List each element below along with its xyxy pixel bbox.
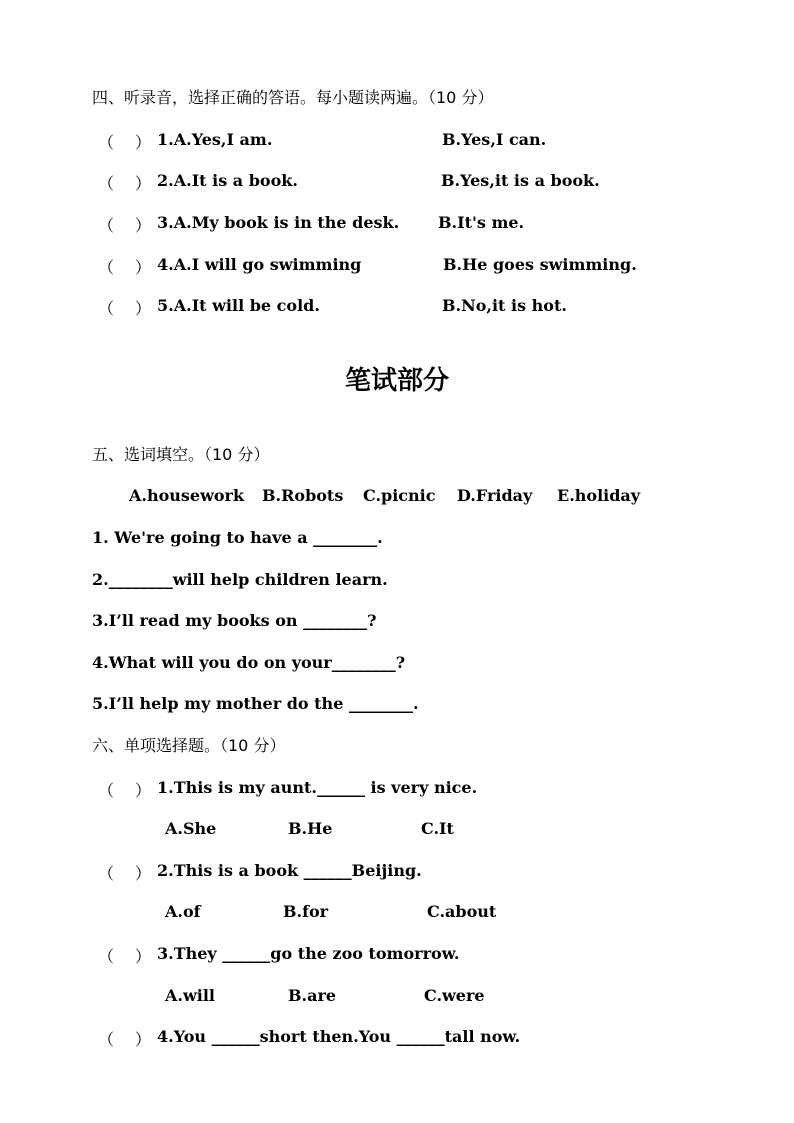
option-b: B.Yes,it is a book. xyxy=(441,171,600,190)
answer-paren-left: （ xyxy=(98,864,115,883)
answer-paren-left: （ xyxy=(98,174,115,193)
mc-option: C.were xyxy=(424,986,485,1005)
question-text: 3.They ______go the zoo tomorrow. xyxy=(157,944,460,963)
option-a: 2.A.It is a book. xyxy=(157,171,298,190)
fill-sentence-2: 2.________will help children learn. xyxy=(92,570,388,589)
mc-option: B.for xyxy=(283,902,329,921)
mc-option: B.He xyxy=(288,819,333,838)
mc-option: B.are xyxy=(288,986,337,1005)
question-text: 4.You ______short then.You ______tall now. xyxy=(157,1027,521,1046)
mc-option: A.She xyxy=(165,819,217,838)
section-4-heading: 四、听录音，选择正确的答语。每小题读两遍。（10 分） xyxy=(92,88,494,107)
option-a: 5.A.It will be cold. xyxy=(157,296,320,315)
answer-paren-left: （ xyxy=(98,216,115,235)
answer-paren-right: ） xyxy=(135,216,152,235)
answer-paren-right: ） xyxy=(135,1030,152,1049)
answer-paren-left: （ xyxy=(98,1030,115,1049)
question-text: 1.This is my aunt.______ is very nice. xyxy=(157,778,478,797)
fill-sentence-1: 1. We're going to have a ________. xyxy=(92,528,383,547)
word-option: C.picnic xyxy=(363,486,436,505)
answer-paren-right: ） xyxy=(135,947,152,966)
section-5-heading: 五、选词填空。（10 分） xyxy=(92,445,270,464)
word-option: B.Robots xyxy=(262,486,344,505)
answer-paren-left: （ xyxy=(98,781,115,800)
answer-paren-left: （ xyxy=(98,947,115,966)
fill-sentence-5: 5.I’ll help my mother do the ________. xyxy=(92,694,419,713)
answer-paren-right: ） xyxy=(135,299,152,318)
answer-paren-right: ） xyxy=(135,781,152,800)
option-b: B.Yes,I can. xyxy=(442,130,547,149)
answer-paren-right: ） xyxy=(135,174,152,193)
answer-paren-left: （ xyxy=(98,133,115,152)
mc-option: A.of xyxy=(165,902,201,921)
answer-paren-right: ） xyxy=(135,133,152,152)
word-option: D.Friday xyxy=(457,486,533,505)
option-b: B.No,it is hot. xyxy=(442,296,567,315)
answer-paren-left: （ xyxy=(98,258,115,277)
written-part-title: 笔试部分 xyxy=(344,366,449,396)
word-option: A.housework xyxy=(129,486,245,505)
word-option: E.holiday xyxy=(557,486,641,505)
option-b: B.It's me. xyxy=(438,213,525,232)
option-a: 3.A.My book is in the desk. xyxy=(157,213,400,232)
mc-option: C.It xyxy=(421,819,454,838)
option-b: B.He goes swimming. xyxy=(443,255,637,274)
mc-option: C.about xyxy=(427,902,497,921)
fill-sentence-4: 4.What will you do on your________? xyxy=(92,653,406,672)
option-a: 1.A.Yes,I am. xyxy=(157,130,273,149)
question-text: 2.This is a book ______Beijing. xyxy=(157,861,422,880)
fill-sentence-3: 3.I’ll read my books on ________? xyxy=(92,611,377,630)
answer-paren-right: ） xyxy=(135,258,152,277)
answer-paren-left: （ xyxy=(98,299,115,318)
answer-paren-right: ） xyxy=(135,864,152,883)
section-6-heading: 六、单项选择题。（10 分） xyxy=(92,736,286,755)
mc-option: A.will xyxy=(165,986,215,1005)
option-a: 4.A.I will go swimming xyxy=(157,255,362,274)
